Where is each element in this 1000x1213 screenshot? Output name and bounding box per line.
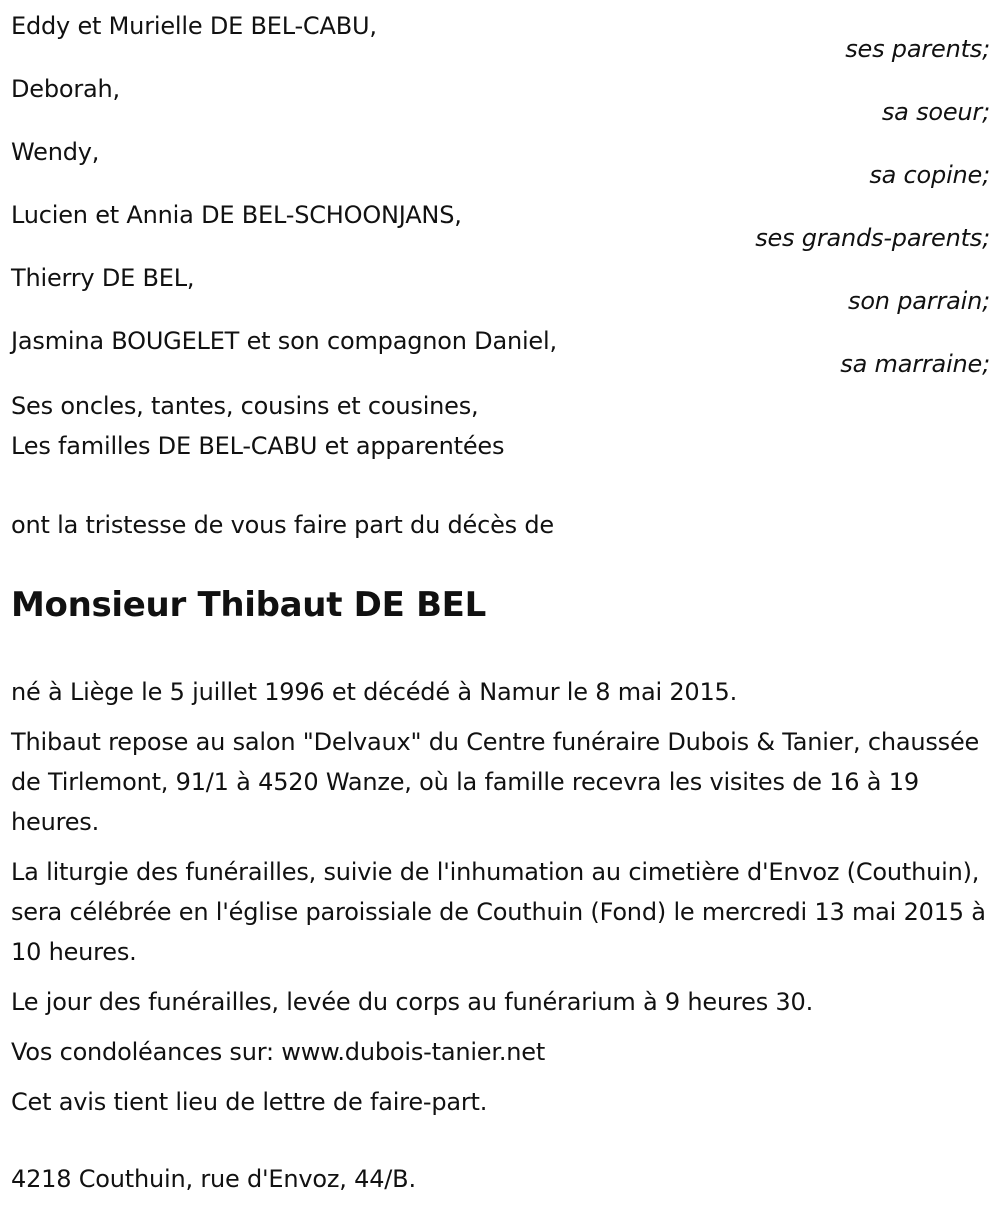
deceased-name: Monsieur Thibaut DE BEL [11, 585, 486, 625]
family-member-row [11, 126, 990, 189]
family-member-name: Wendy, [11, 138, 100, 166]
family-member-relation: ses parents; [845, 35, 990, 63]
family-member-relation: sa copine; [869, 161, 990, 189]
ceremony-info: La liturgie des funérailles, suivie de l'inhumation au cimetière d'Envoz (Couthuin), sera célébrée en l'église paroissiale de Couthuin (Fond) le mercredi 13 mai 2015 à 10 heures. [11, 858, 986, 966]
extended-family-line: Ses oncles, tantes, cousins et cousines, [11, 392, 479, 420]
family-member-name: Lucien et Annia DE BEL-SCHOONJANS, [11, 201, 462, 229]
visitation-info: Thibaut repose au salon "Delvaux" du Centre funéraire Dubois & Tanier, chaussée de Tirlemont, 91/1 à 4520 Wanze, où la famille recevra les visites de 16 à 19 heures. [11, 728, 980, 836]
announcement-intro: ont la tristesse de vous faire part du décès de [11, 511, 554, 539]
family-address: 4218 Couthuin, rue d'Envoz, 44/B. [11, 1165, 416, 1193]
extended-family [11, 386, 504, 466]
family-member-row [11, 315, 990, 378]
birth-death-info: né à Liège le 5 juillet 1996 et décédé à Namur le 8 mai 2015. [11, 678, 738, 706]
family-member-row [11, 252, 990, 315]
family-member-name: Thierry DE BEL, [11, 264, 195, 292]
family-member-name: Eddy et Murielle DE BEL-CABU, [11, 12, 377, 40]
condolences-info: Vos condoléances sur: www.dubois-tanier.net [11, 1038, 546, 1066]
obituary-notice [11, 0, 990, 1193]
extended-family-line: Les familles DE BEL-CABU et apparentées [11, 432, 505, 460]
funeral-details [11, 672, 990, 1132]
procession-info: Le jour des funérailles, levée du corps au funérarium à 9 heures 30. [11, 988, 814, 1016]
family-member-relation: ses grands-parents; [755, 224, 990, 252]
family-member-relation: son parrain; [848, 287, 990, 315]
family-member-row [11, 63, 990, 126]
family-member-row [11, 189, 990, 252]
family-member-row [11, 0, 990, 63]
family-member-relation: sa soeur; [881, 98, 990, 126]
family-member-relation: sa marraine; [840, 350, 990, 378]
notice-statement: Cet avis tient lieu de lettre de faire-part. [11, 1088, 488, 1116]
family-member-name: Jasmina BOUGELET et son compagnon Daniel, [11, 327, 557, 355]
family-member-name: Deborah, [11, 75, 120, 103]
